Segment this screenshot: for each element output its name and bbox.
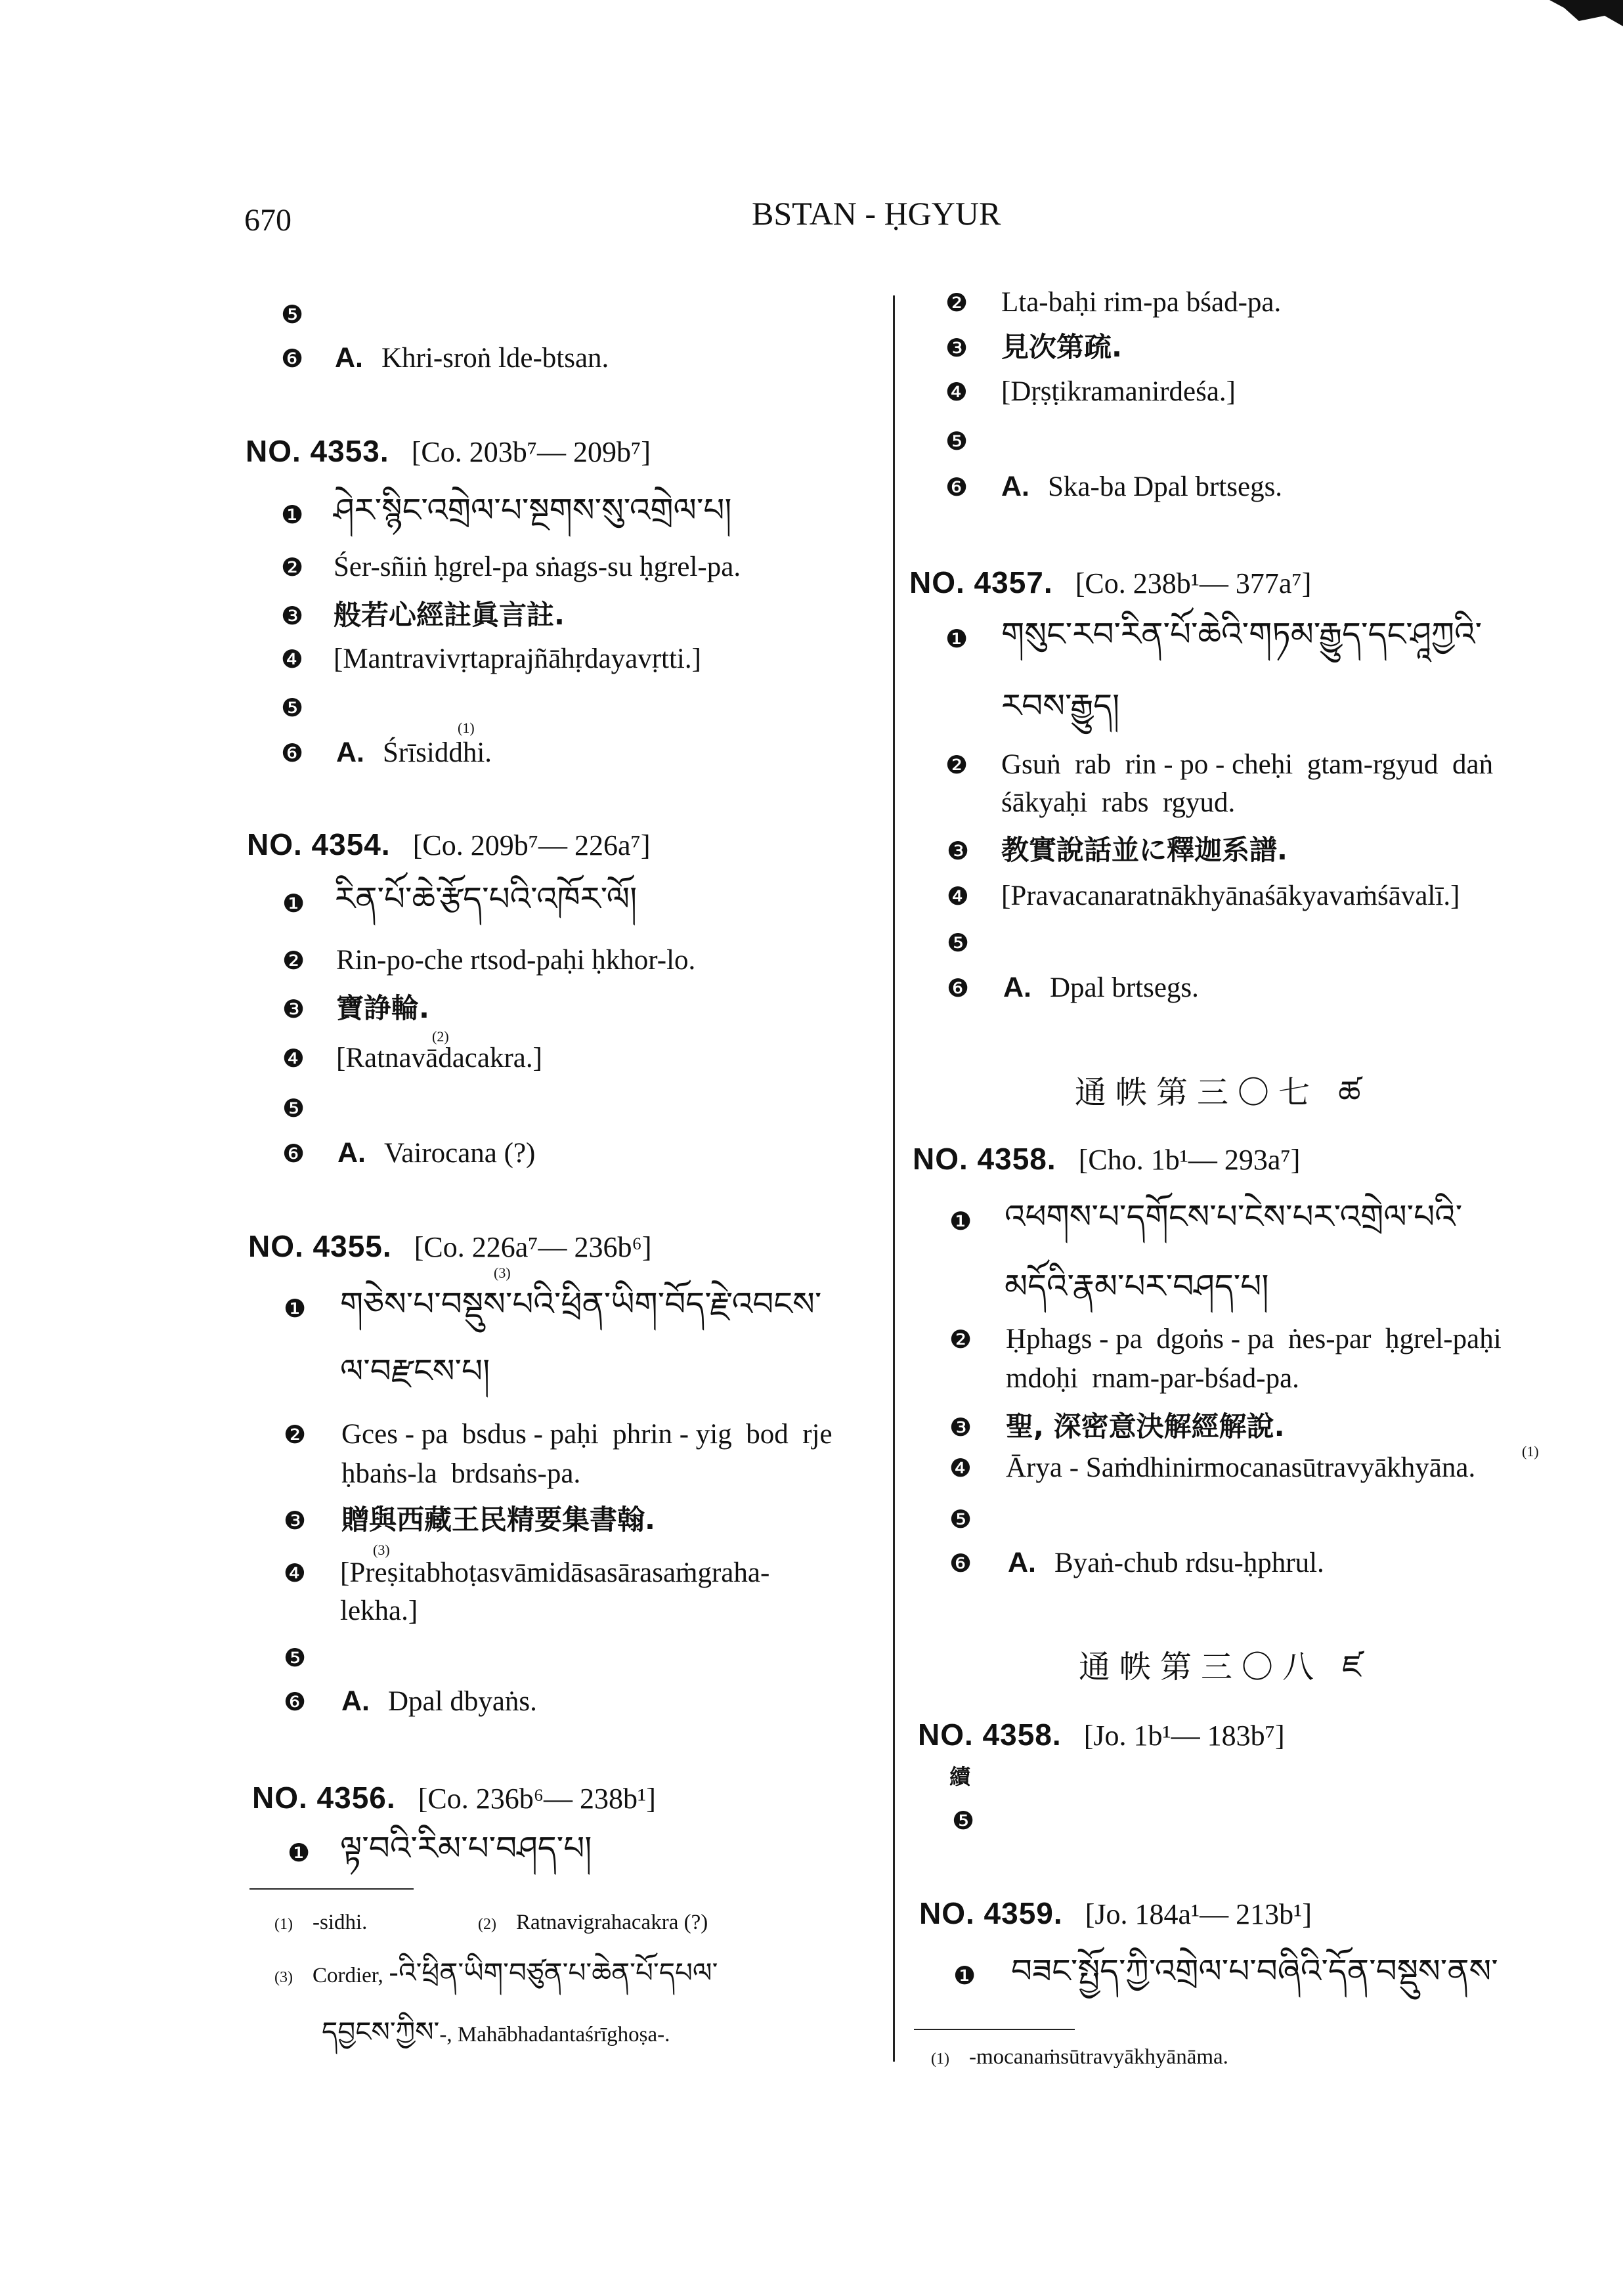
- numeral-1: ❶: [282, 889, 305, 918]
- entry-number: NO. 4357.: [909, 565, 1053, 599]
- numeral-2: ❷: [949, 1325, 972, 1354]
- numeral-4: ❹: [281, 645, 304, 674]
- author-prefix: A.: [335, 342, 363, 374]
- footnote-marker: (2): [478, 1916, 496, 1933]
- tibetan-title: ཤེར་སྙིང་འགྲེལ་པ་སྔགས་སུ་འགྲེལ་པ།: [334, 491, 732, 529]
- author-prefix: A.: [1003, 972, 1031, 1003]
- tibetan-title-line-1: གསུང་རབ་རིན་པོ་ཆེའི་གཏམ་རྒྱུད་དང་ཤཱཀྱའི་: [1001, 615, 1482, 653]
- sanskrit-title: Ārya - Saṁdhinirmocanasūtravyākhyāna.: [1006, 1452, 1476, 1483]
- sanskrit-title: [Ratnavādacakra.]: [336, 1043, 542, 1073]
- tibetan-title: ལྟ་བའི་རིམ་པ་བཤད་པ།: [340, 1829, 592, 1867]
- numeral-3: ❸: [281, 601, 304, 630]
- numeral-5: ❺: [947, 928, 970, 957]
- entry-ref: [Cho. 1b¹— 293a⁷]: [1078, 1144, 1301, 1176]
- transliterated-title: Rin-po-che rtsod-paḥi ḥkhor-lo.: [336, 945, 696, 976]
- entry-heading-4357: [909, 567, 1311, 598]
- numeral-4: ❹: [947, 882, 970, 911]
- author: Vairocana (?): [384, 1138, 536, 1169]
- numeral-1: ❶: [281, 500, 304, 529]
- footnote-marker: (3): [274, 1969, 293, 1986]
- entry-heading-4358: [913, 1144, 1300, 1175]
- footnote-rule: [249, 1888, 414, 1890]
- footnote-marker: (3): [494, 1265, 511, 1281]
- numeral-1: ❶: [284, 1294, 307, 1323]
- numeral-1: ❶: [953, 1961, 976, 1990]
- transliterated-title-line-2: mdoḥi rnam-par-bśad-pa.: [1006, 1363, 1299, 1394]
- author-line: [337, 1139, 535, 1167]
- numeral-3: ❸: [282, 995, 305, 1024]
- numeral-2: ❷: [945, 750, 968, 779]
- entry-number: NO. 4354.: [247, 827, 391, 861]
- numeral-3: ❸: [284, 1506, 307, 1535]
- numeral-3: ❸: [949, 1413, 972, 1442]
- numeral-1: ❶: [288, 1838, 311, 1867]
- footnote-3: [274, 1959, 718, 1987]
- numeral-6: ❻: [284, 1687, 307, 1716]
- entry-heading-4359: [919, 1898, 1312, 1929]
- volume-heading: 通帙第三〇七 ཚ: [1075, 1074, 1370, 1111]
- author-line: [341, 1687, 537, 1716]
- numeral-5: ❺: [282, 1094, 305, 1123]
- entry-number: NO. 4355.: [248, 1229, 392, 1263]
- numeral-6: ❻: [281, 739, 304, 768]
- entry-number: NO. 4359.: [919, 1896, 1063, 1930]
- footnote-2: [478, 1912, 708, 1934]
- sanskrit-title: [Dṛṣṭikramanirdeśa.]: [1001, 376, 1236, 407]
- footnote-tibetan: དབྱངས་ཀྱིས་: [322, 2016, 440, 2048]
- author-line: [1003, 974, 1199, 1002]
- footnote-tibetan: -འི་ཕྲིན་ཡིག་བཙུན་པ་ཆེན་པོ་དཔལ་: [388, 1957, 718, 1989]
- footnote-text: Ratnavigrahacakra (?): [515, 1911, 708, 1934]
- volume-heading: 通帙第三〇八 ཛ: [1079, 1649, 1371, 1685]
- entry-ref: [Co. 203b⁷— 209b⁷]: [411, 436, 651, 468]
- footnote-text: -sidhi.: [312, 1911, 368, 1934]
- numeral-5: ❺: [281, 693, 304, 722]
- tibetan-title-line-2: མདོའི་རྣམ་པར་བཤད་པ།: [1005, 1267, 1269, 1305]
- entry-number: NO. 4356.: [252, 1781, 396, 1815]
- entry-ref: [Jo. 184a¹— 213b¹]: [1085, 1898, 1312, 1930]
- chinese-title: 聖, 深密意決解經解說.: [1006, 1410, 1285, 1442]
- entry-number: NO. 4358.: [918, 1718, 1062, 1752]
- author: Śrīsiddhi.: [383, 737, 492, 768]
- numeral-4: ❹: [284, 1559, 307, 1588]
- sanskrit-title-line-2: lekha.]: [340, 1595, 418, 1626]
- author-prefix: A.: [1001, 471, 1029, 502]
- numeral-6: ❻: [947, 974, 970, 1003]
- entry-heading-4353: [246, 436, 651, 467]
- numeral-1: ❶: [949, 1207, 972, 1236]
- continued-mark: 續: [949, 1764, 971, 1789]
- footnote-1: [274, 1912, 367, 1934]
- footnote-marker: (1): [1522, 1443, 1539, 1460]
- numeral-5: ❺: [945, 427, 968, 456]
- author-prefix: A.: [336, 737, 364, 768]
- numeral-2: ❷: [282, 946, 305, 975]
- numeral-4: ❹: [949, 1454, 972, 1483]
- entry-number: NO. 4353.: [246, 434, 389, 468]
- footnote-marker: (2): [432, 1028, 449, 1045]
- footnote-1: [931, 2047, 1228, 2068]
- numeral-6: ❻: [281, 344, 304, 373]
- scan-artifact: [1549, 0, 1623, 26]
- numeral-2: ❷: [284, 1420, 307, 1449]
- sanskrit-title: [Mantravivṛtaprajñāhṛdayavṛtti.]: [334, 643, 701, 674]
- transliterated-title-line-1: Gsuṅ rab rin - po - cheḥi gtam-rgyud daṅ: [1001, 749, 1494, 780]
- running-header: BSTAN - ḤGYUR: [752, 195, 1001, 232]
- author-line: [336, 739, 492, 767]
- footnote-text: -, Mahābhadantaśrīghoṣa-.: [439, 2023, 670, 2047]
- transliterated-title-line-2: śākyaḥi rabs rgyud.: [1001, 787, 1236, 818]
- author: Dpal brtsegs.: [1050, 972, 1199, 1003]
- footnote-3-cont: [322, 2018, 670, 2046]
- numeral-5: ❺: [281, 300, 304, 329]
- chinese-title: 見次第疏.: [1001, 331, 1122, 363]
- footnote-text: -mocanaṁsūtravyākhyānāma.: [968, 2045, 1228, 2069]
- entry-heading-4354: [247, 829, 651, 860]
- numeral-3: ❸: [945, 334, 968, 362]
- entry-ref: [Co. 238b¹— 377a⁷]: [1075, 567, 1312, 599]
- tibetan-title-line-1: འཕགས་པ་དགོངས་པ་ངེས་པར་འགྲེལ་པའི་: [1005, 1198, 1463, 1236]
- numeral-5: ❺: [952, 1806, 975, 1835]
- numeral-6: ❻: [282, 1139, 305, 1168]
- numeral-1: ❶: [945, 624, 968, 653]
- footnote-text: Cordier,: [312, 1964, 383, 1987]
- footnote-marker: (1): [458, 720, 475, 736]
- entry-heading-4358-cont: [918, 1720, 1285, 1750]
- tibetan-title-line-2: ལ་བརྫངས་པ།: [340, 1352, 490, 1390]
- numeral-4: ❹: [945, 378, 968, 406]
- numeral-5: ❺: [949, 1505, 972, 1534]
- column-divider: [893, 295, 895, 2062]
- footnote-marker: (1): [274, 1916, 293, 1933]
- entry-number: NO. 4358.: [913, 1142, 1056, 1176]
- chinese-title: 般若心經註眞言註.: [334, 599, 565, 631]
- numeral-6: ❻: [949, 1549, 972, 1578]
- entry-heading-4356: [252, 1783, 656, 1813]
- entry-ref: [Co. 236b⁶— 238b¹]: [418, 1783, 656, 1815]
- author-line: [1008, 1549, 1324, 1577]
- numeral-2: ❷: [945, 288, 968, 317]
- tibetan-title-line-1: གཅེས་པ་བསྡུས་པའི་ཕྲིན་ཡིག་བོད་རྗེ་འབངས་: [340, 1285, 822, 1323]
- numeral-3: ❸: [947, 836, 970, 865]
- entry-ref: [Jo. 1b¹— 183b⁷]: [1083, 1720, 1285, 1752]
- tibetan-title: བཟང་སྤྱོད་ཀྱི་འགྲེལ་པ་བཞིའི་དོན་བསྡུས་ནས་: [1011, 1952, 1498, 1990]
- author: Ska-ba Dpal brtsegs.: [1048, 471, 1283, 502]
- entry-heading-4355: [248, 1231, 652, 1262]
- chinese-title: 寶諍輪.: [336, 992, 429, 1024]
- sanskrit-title: [Pravacanaratnākhyānaśākyavaṁśāvalī.]: [1001, 880, 1460, 911]
- author-line: [1001, 473, 1282, 501]
- numeral-4: ❹: [282, 1044, 305, 1073]
- author-prefix: A.: [337, 1137, 366, 1169]
- entry-ref: [Co. 226a⁷— 236b⁶]: [414, 1231, 652, 1263]
- author: Khri-sroṅ lde-btsan.: [381, 343, 609, 374]
- author-prefix: A.: [1008, 1547, 1036, 1578]
- author-prefix: A.: [341, 1685, 370, 1717]
- entry-ref: [Co. 209b⁷— 226a⁷]: [412, 829, 651, 861]
- numeral-6: ❻: [945, 473, 968, 502]
- footnote-marker: (1): [931, 2050, 949, 2068]
- transliterated-title-line-1: Gces - pa bsdus - paḥi phrin - yig bod rje: [341, 1419, 833, 1450]
- numeral-5: ❺: [284, 1643, 307, 1672]
- author: Byaṅ-chub rdsu-ḥphrul.: [1054, 1548, 1324, 1578]
- transliterated-title: Lta-baḥi rim-pa bśad-pa.: [1001, 287, 1282, 318]
- author: Dpal dbyaṅs.: [388, 1686, 537, 1717]
- transliterated-title-line-2: ḥbaṅs-la brdsaṅs-pa.: [341, 1458, 581, 1489]
- tibetan-title: རིན་པོ་ཆེ་རྩོད་པའི་འཁོར་ལོ།: [335, 880, 638, 918]
- transliterated-title-line-1: Ḥphags - pa dgoṅs - pa ṅes-par ḥgrel-paḥi: [1006, 1324, 1502, 1354]
- footnote-rule: [914, 2029, 1075, 2030]
- tibetan-title-line-2: རབས་རྒྱུད།: [1001, 687, 1120, 725]
- numeral-2: ❷: [281, 553, 304, 582]
- page-number: 670: [244, 203, 292, 238]
- footnote-marker: (3): [373, 1542, 390, 1558]
- chinese-title: 教實說話並に釋迦系譜.: [1001, 834, 1288, 866]
- transliterated-title: Śer-sñiṅ ḥgrel-pa sṅags-su ḥgrel-pa.: [334, 552, 741, 582]
- chinese-title: 贈與西藏王民精要集書翰.: [341, 1504, 655, 1536]
- author-line: [335, 344, 609, 372]
- sanskrit-title-line-1: [Preṣitabhoṭasvāmidāsasārasaṁgraha-: [340, 1557, 770, 1588]
